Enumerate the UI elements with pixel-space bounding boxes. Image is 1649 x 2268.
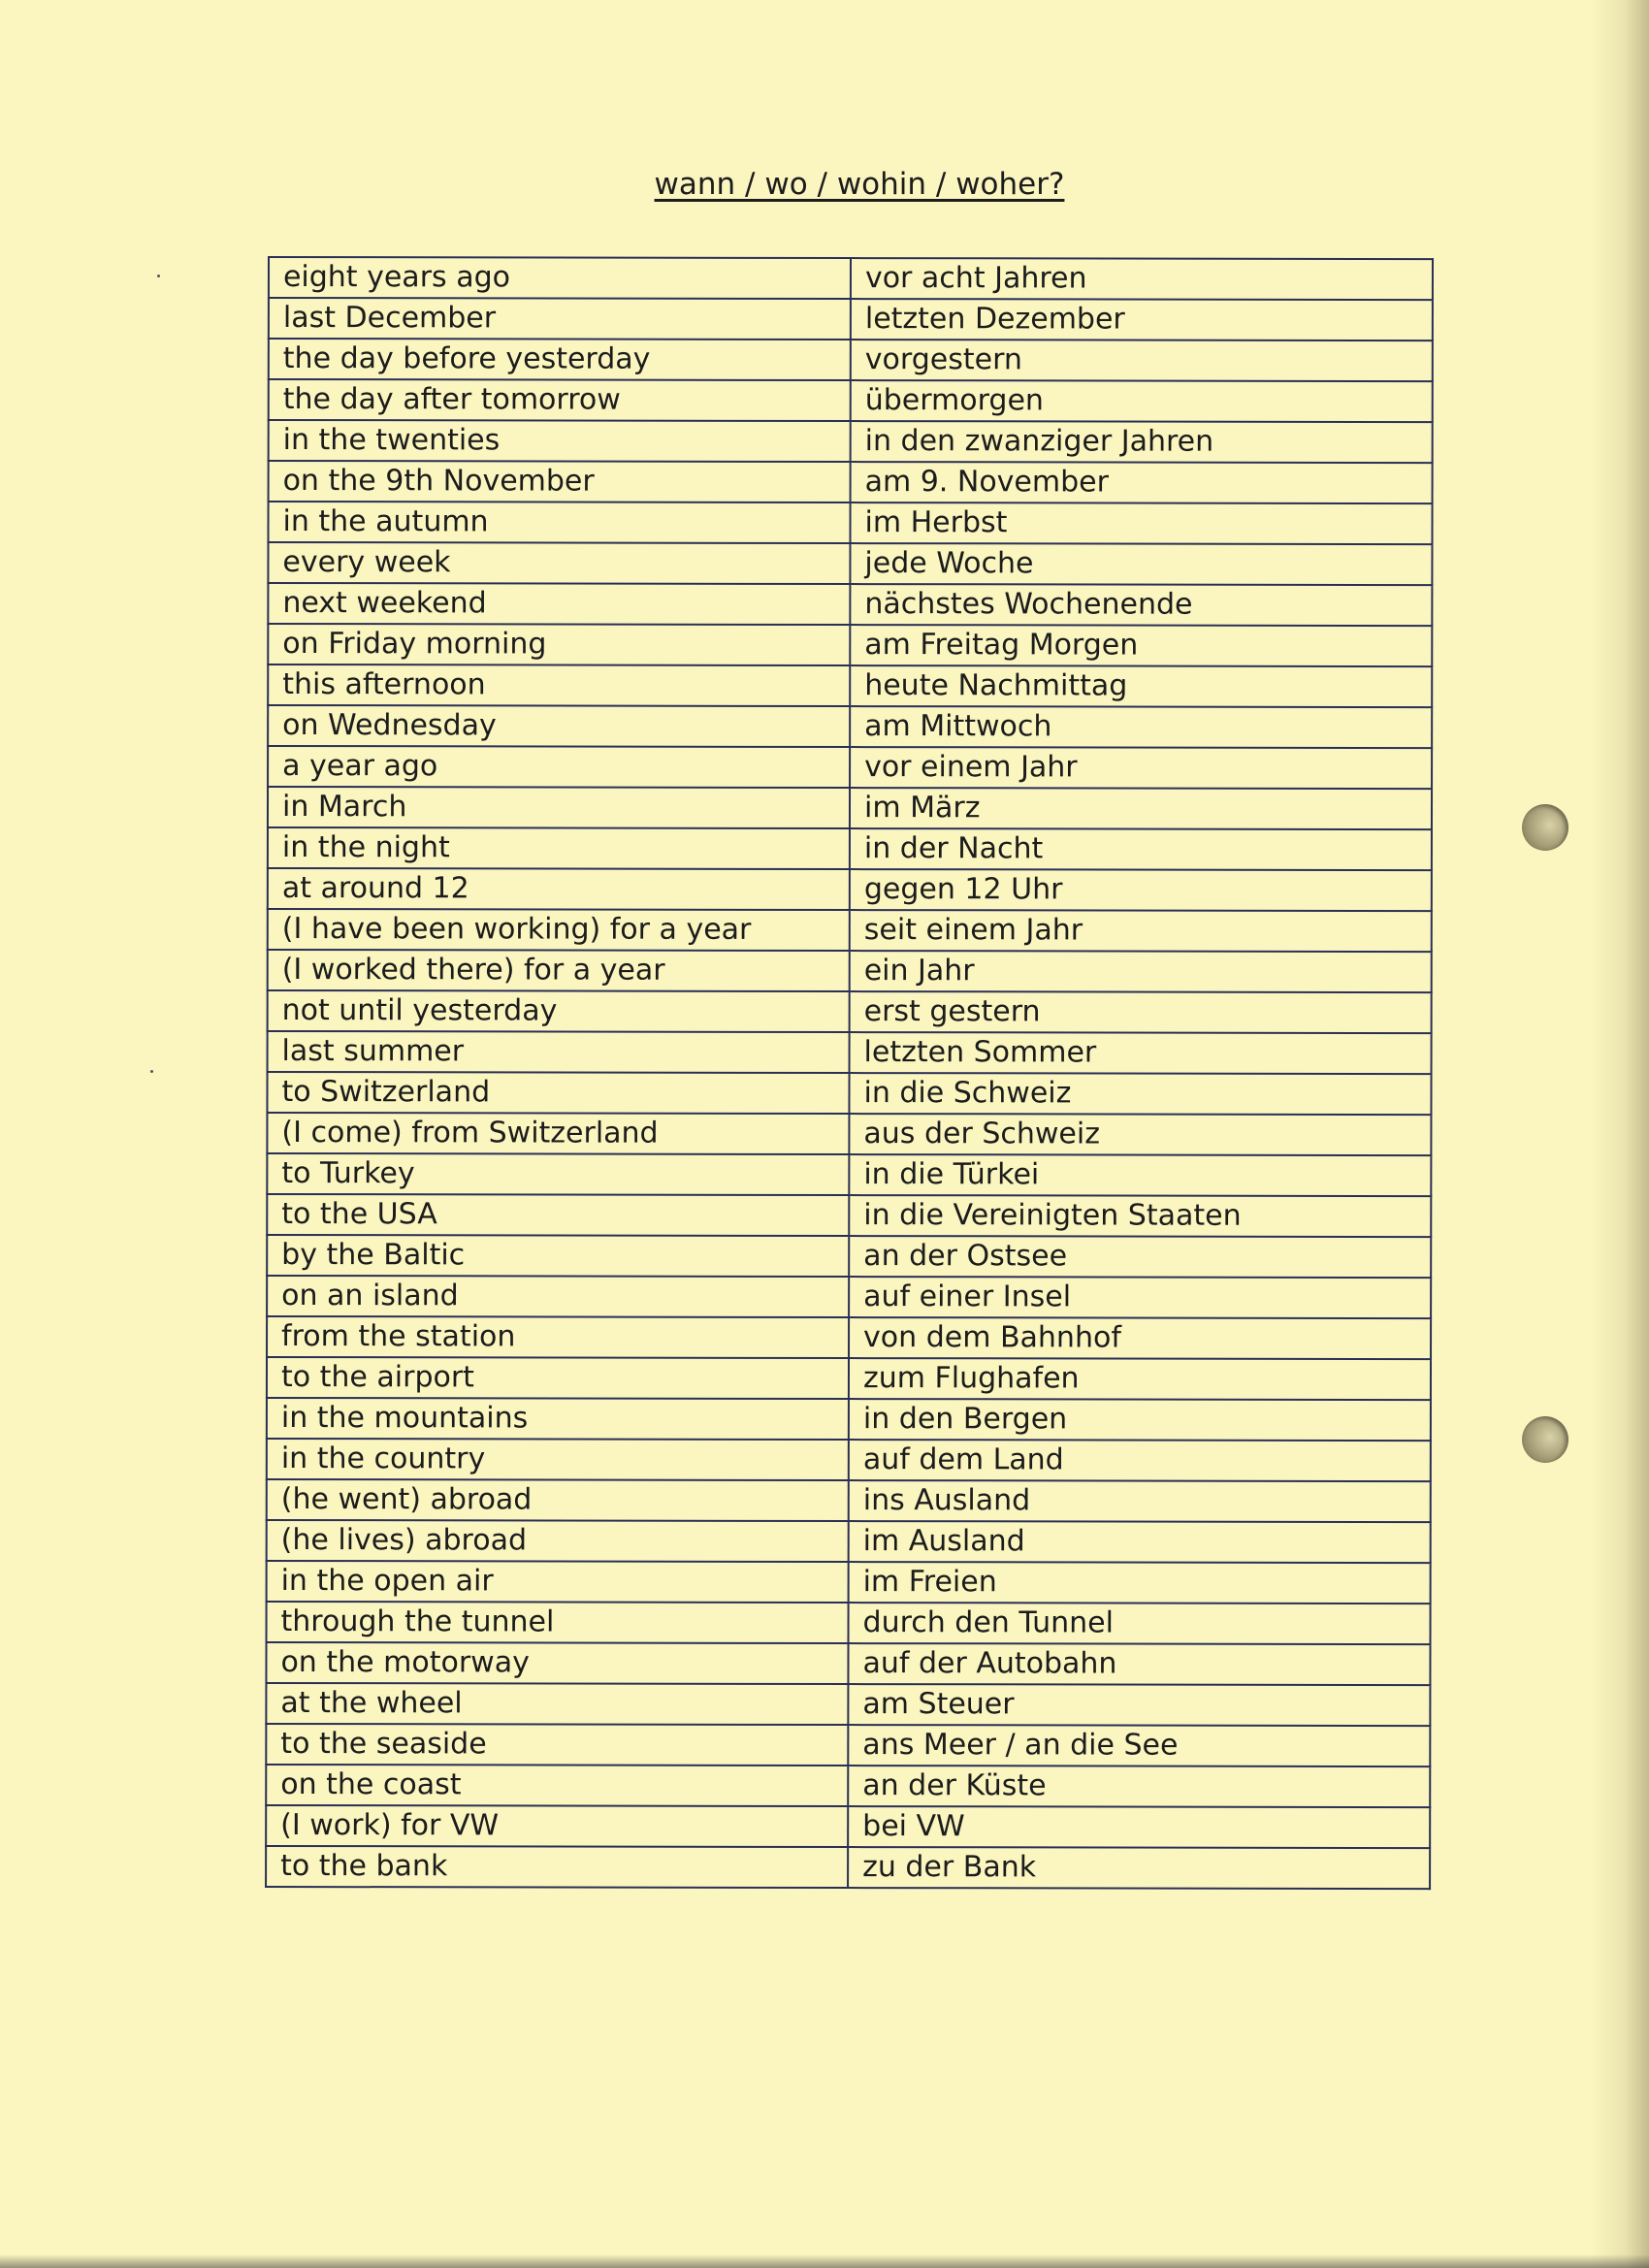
german-phrase-cell: übermorgen [851,380,1433,422]
german-phrase-cell: vor einem Jahr [850,747,1432,789]
table-row [267,1072,1431,1115]
table-row [268,868,1432,911]
paper-speck [150,1070,153,1073]
table-row [266,1724,1430,1766]
german-phrase-cell: heute Nachmittag [850,665,1432,707]
punch-hole [1522,804,1568,851]
german-phrase-cell: in die Schweiz [849,1073,1431,1115]
german-phrase-cell: am Freitag Morgen [850,625,1432,666]
english-phrase-cell: to the USA [267,1194,849,1236]
table-row [268,542,1432,585]
table-row [267,1357,1431,1400]
english-phrase-cell: in the open air [267,1561,849,1603]
table-row [267,1561,1431,1604]
table-row [268,705,1432,748]
table-row [269,257,1433,300]
german-phrase-cell: aus der Schweiz [849,1114,1431,1155]
english-phrase-cell: the day after tomorrow [269,379,851,421]
english-phrase-cell: on the motorway [266,1642,848,1684]
table-row [269,339,1433,381]
page-title: wann / wo / wohin / woher? [654,167,1065,202]
table-row [269,379,1433,422]
table-row [267,1398,1431,1441]
english-phrase-cell: last summer [268,1031,850,1073]
english-phrase-cell: in March [268,787,850,828]
german-phrase-cell: erst gestern [850,991,1432,1033]
german-phrase-cell: am Steuer [848,1684,1430,1726]
german-phrase-cell: vorgestern [851,340,1433,381]
english-phrase-cell: by the Baltic [267,1235,849,1277]
german-phrase-cell: bei VW [848,1806,1430,1848]
english-phrase-cell: last December [269,298,851,340]
table-row [268,787,1432,829]
german-phrase-cell: zu der Bank [848,1847,1430,1889]
english-phrase-cell: from the station [267,1316,849,1358]
english-phrase-cell: (I come) from Switzerland [267,1113,849,1154]
english-phrase-cell: to Turkey [267,1153,849,1195]
table-row [267,1520,1431,1563]
german-phrase-cell: im März [850,788,1432,829]
table-row [268,950,1432,992]
english-phrase-cell: (I have been working) for a year [268,909,850,951]
german-phrase-cell: seit einem Jahr [850,910,1432,952]
english-phrase-cell: the day before yesterday [269,339,851,380]
german-phrase-cell: von dem Bahnhof [849,1317,1431,1359]
page-edge-shadow [1591,0,1649,2268]
english-phrase-cell: to Switzerland [267,1072,849,1114]
english-phrase-cell: in the twenties [269,420,851,462]
table-row [268,990,1432,1033]
english-phrase-cell: (I worked there) for a year [268,950,850,991]
english-phrase-cell: this afternoon [268,664,850,706]
english-phrase-cell: every week [268,542,850,584]
german-phrase-cell: letzten Sommer [850,1032,1432,1074]
table-row [267,1602,1431,1644]
table-row [268,624,1432,666]
german-phrase-cell: zum Flughafen [849,1358,1431,1400]
german-phrase-cell: ans Meer / an die See [848,1725,1430,1766]
german-phrase-cell: auf der Autobahn [848,1643,1430,1685]
english-phrase-cell: on Wednesday [268,705,850,747]
english-phrase-cell: a year ago [268,746,850,788]
german-phrase-cell: gegen 12 Uhr [850,869,1432,911]
german-phrase-cell: ins Ausland [849,1480,1431,1522]
english-phrase-cell: through the tunnel [267,1602,849,1643]
english-phrase-cell: not until yesterday [268,990,850,1032]
german-phrase-cell: nächstes Wochenende [850,584,1432,626]
german-phrase-cell: am 9. November [851,462,1433,503]
german-phrase-cell: auf dem Land [849,1440,1431,1481]
vocabulary-table-body [266,257,1433,1889]
english-phrase-cell: on an island [267,1276,849,1317]
german-phrase-cell: im Ausland [849,1521,1431,1563]
english-phrase-cell: eight years ago [269,257,851,299]
english-phrase-cell: in the mountains [267,1398,849,1440]
table-row [267,1153,1431,1196]
punch-hole [1522,1416,1568,1463]
german-phrase-cell: vor acht Jahren [851,258,1433,300]
table-row [266,1683,1430,1726]
vocabulary-table [265,256,1434,1890]
english-phrase-cell: to the seaside [266,1724,848,1766]
german-phrase-cell: an der Küste [848,1766,1430,1807]
german-phrase-cell: in die Vereinigten Staaten [849,1195,1431,1237]
german-phrase-cell: in den Bergen [849,1399,1431,1441]
table-row [268,1031,1432,1074]
english-phrase-cell: on the 9th November [269,461,851,502]
german-phrase-cell: in der Nacht [850,828,1432,870]
table-row [268,827,1432,870]
german-phrase-cell: letzten Dezember [851,299,1433,340]
table-row [268,583,1432,626]
german-phrase-cell: jede Woche [850,543,1432,585]
english-phrase-cell: on Friday morning [268,624,850,665]
english-phrase-cell: (he lives) abroad [267,1520,849,1562]
english-phrase-cell: (I work) for VW [266,1805,848,1847]
page-bottom-shadow [0,2254,1649,2268]
english-phrase-cell: at around 12 [268,868,850,910]
table-row [268,909,1432,952]
english-phrase-cell: next weekend [268,583,850,625]
german-phrase-cell: ein Jahr [850,951,1432,992]
table-row [267,1113,1431,1155]
table-row [267,1316,1431,1359]
table-row [267,1479,1431,1522]
german-phrase-cell: im Herbst [850,502,1432,544]
english-phrase-cell: in the country [267,1439,849,1480]
german-phrase-cell: in den zwanziger Jahren [851,421,1433,463]
english-phrase-cell: on the coast [266,1765,848,1806]
german-phrase-cell: auf einer Insel [849,1277,1431,1318]
english-phrase-cell: to the bank [266,1846,848,1888]
table-row [266,1765,1430,1807]
table-row [267,1439,1431,1481]
english-phrase-cell: in the autumn [268,502,850,543]
table-row [268,664,1432,707]
table-row [269,461,1433,503]
table-row [266,1846,1430,1889]
english-phrase-cell: (he went) abroad [267,1479,849,1521]
table-row [268,746,1432,789]
german-phrase-cell: durch den Tunnel [849,1603,1431,1644]
english-phrase-cell: in the night [268,827,850,869]
table-row [269,298,1433,340]
table-row [267,1194,1431,1237]
table-row [268,502,1432,544]
table-row [267,1276,1431,1318]
german-phrase-cell: in die Türkei [849,1154,1431,1196]
german-phrase-cell: an der Ostsee [849,1236,1431,1278]
german-phrase-cell: im Freien [849,1562,1431,1604]
german-phrase-cell: am Mittwoch [850,706,1432,748]
table-row [266,1642,1430,1685]
table-row [266,1805,1430,1848]
english-phrase-cell: at the wheel [266,1683,848,1725]
table-row [269,420,1433,463]
table-row [267,1235,1431,1278]
english-phrase-cell: to the airport [267,1357,849,1399]
paper-speck [157,275,160,277]
